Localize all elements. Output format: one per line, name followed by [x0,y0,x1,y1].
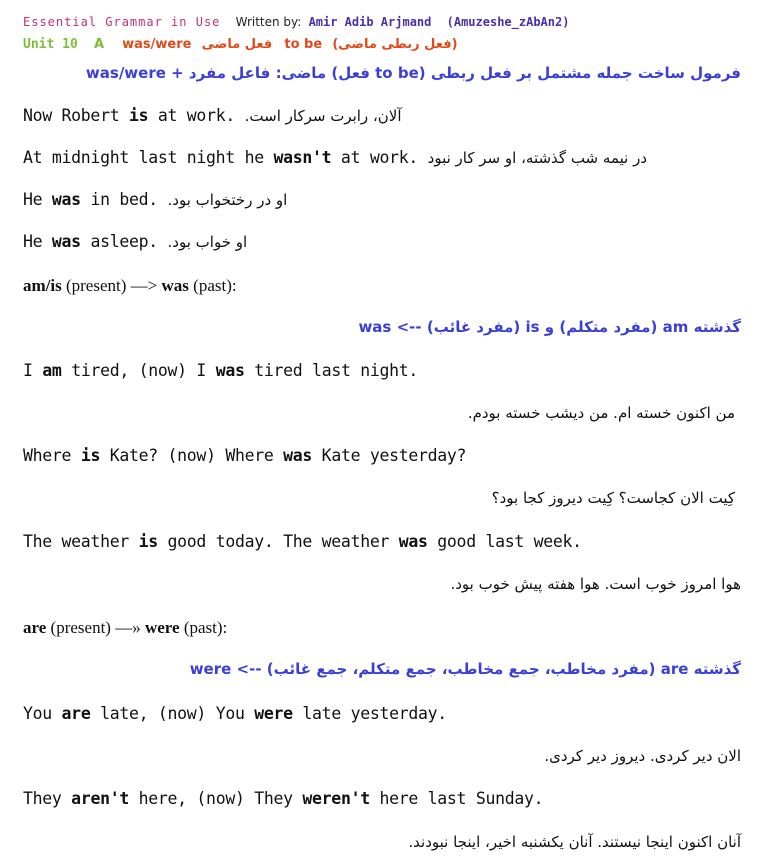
text: I [23,361,43,380]
bold-verb: are [23,618,47,637]
author-name: Amir Adib Arjmand [308,15,432,29]
section-label: A [93,37,104,52]
example-line-15 [23,704,447,723]
persian-line-12: هوا امروز خوب است. هوا هفته پیش خوب بود. [450,575,741,593]
example-line-3 [23,190,287,209]
example-line-1 [23,106,402,125]
bold-verb: am [42,361,62,380]
text: tired, (now) I [61,361,216,380]
persian-translation: آلان، رابرت سرکار است. [244,107,402,125]
bold-verb: was [51,232,81,251]
text: (past): [188,276,237,295]
example-line-17 [23,789,543,808]
text: good last week. [427,532,582,551]
rule-are [23,618,227,638]
topic-label: was/were [122,37,192,52]
text: He [23,190,52,209]
author-handle: (Amuzeshe_zAbAn2) [446,15,570,29]
text: tired last night. [244,361,419,380]
text: They [23,789,72,808]
rule-fa-were: گذشته are (مفرد مخاطب، جمع مخاطب، جمع متکلم، جمع غائب) --> were [189,660,741,678]
bold-verb: was [398,532,428,551]
rule-am-is [23,276,237,296]
example-line-4 [23,232,247,251]
persian-line-10: کِیت الان کجاست؟ کِیت دیروز کجا بود؟ [491,489,735,507]
bold-verb: weren't [302,789,370,808]
unit-label: Unit 10 [23,37,78,52]
example-line-7 [23,361,418,380]
bold-verb: wasn't [273,148,332,167]
text: asleep. [80,232,158,251]
persian-line-8: من اکنون خسته ام. من دیشب خسته بودم. [467,404,735,422]
topic-fa1: فعل ماضی [201,37,273,52]
bold-verb: were [144,618,180,637]
text: You [23,704,62,723]
text: at work. [331,148,419,167]
text: Where [23,446,81,465]
example-line-11 [23,532,582,551]
persian-translation: او خواب بود. [167,233,248,251]
text: (past): [179,618,228,637]
bold-verb: is [128,106,149,125]
text: in bed. [80,190,158,209]
persian-line-16: الان دیر کردی. دیروز دیر کردی. [544,747,741,765]
bold-verb: was [51,190,81,209]
text: Kate yesterday? [312,446,467,465]
persian-line-18: آنان اکنون اینجا نیستند. آنان یکشنبه اخیر، اینجا نبودند. [408,833,741,851]
formula-line: فرمول ساخت جمله مشتمل بر فعل ربطی (to be فعل) ماضی: فاعل مفرد + was/were [85,64,741,82]
bold-verb: is [80,446,101,465]
bold-verb: are [61,704,91,723]
bold-verb: were [254,704,293,723]
persian-translation: او در رختخواب بود. [167,191,288,209]
text: at work. [148,106,235,125]
text: here last Sunday. [369,789,544,808]
bold-verb: is [138,532,158,551]
bold-verb: was [161,276,189,295]
text: late yesterday. [292,704,447,723]
text: The weather [23,532,139,551]
text: At midnight last night he [23,148,274,167]
header-credits [23,15,569,29]
text: (present) —» [46,618,145,637]
written-by-label: Written by: [235,15,302,29]
unit-heading [23,37,458,52]
example-line-2 [23,148,647,167]
to-be-label: to be [284,37,323,52]
bold-verb: am/is [23,276,62,295]
text: here, (now) They [128,789,303,808]
text: Now Robert [23,106,129,125]
text: late, (now) You [90,704,255,723]
rule-fa-was: گذشته am (مفرد متکلم) و is (مفرد غائب) --> was [358,318,741,336]
bold-verb: was [215,361,245,380]
text: He [23,232,52,251]
example-line-9 [23,446,466,465]
book-title: Essential Grammar in Use [23,15,221,29]
bold-verb: aren't [71,789,129,808]
bold-verb: was [283,446,313,465]
topic-fa2: (فعل ربطی ماضی) [332,37,458,52]
text: Kate? (now) Where [100,446,284,465]
text: good today. The weather [157,532,399,551]
persian-translation: در نیمه شب گذشته، او سر کار نبود [427,149,648,167]
text: (present) —> [61,276,162,295]
